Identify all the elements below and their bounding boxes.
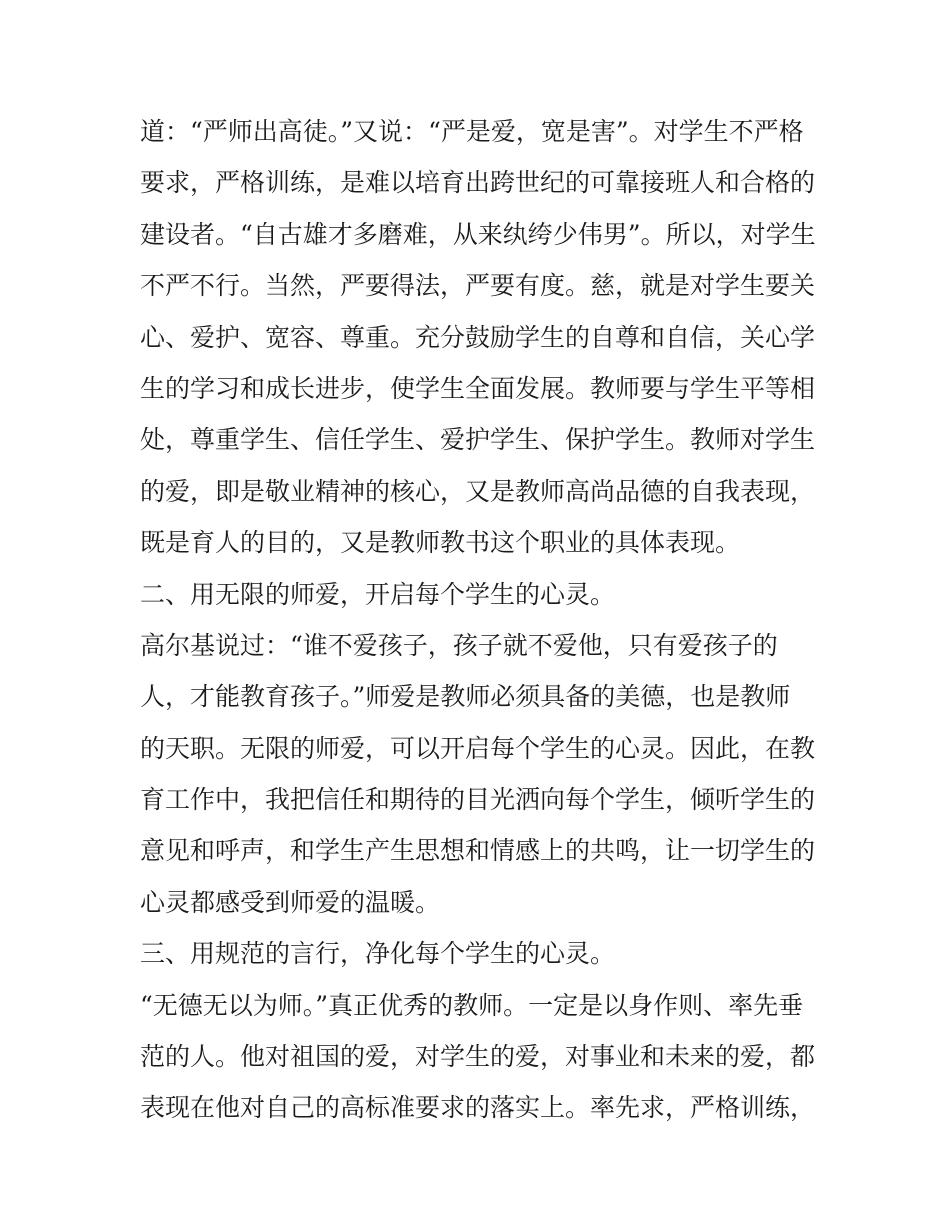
text-line-9: 既是育人的目的，又是教师教书这个职业的具体表现。	[140, 528, 741, 558]
text-line-7: 处，尊重学生、信任学生、爱护学生、保护学生。教师对学生	[140, 425, 816, 455]
text-line-14: 育工作中，我把信任和期待的目光洒向每个学生，倾听学生的	[140, 785, 816, 815]
text-line-16: 心灵都感受到师爱的温暖。	[140, 887, 441, 917]
text-line-3: 建设者。“自古雄才多磨难，从来纨绔少伟男”。所以，对学生	[140, 219, 816, 249]
text-line-13: 的天职。无限的师爱，可以开启每个学生的心灵。因此，在教	[140, 733, 816, 763]
text-line-12: 人，才能教育孩子。”师爱是教师必须具备的美德，也是教师	[140, 682, 791, 712]
section-heading-2: 二、用无限的师爱，开启每个学生的心灵。	[140, 579, 616, 609]
text-line-4: 不严不行。当然，严要得法，严要有度。慈，就是对学生要关	[140, 271, 816, 301]
text-line-8: 的爱，即是敬业精神的核心，又是教师高尚品德的自我表现，	[140, 476, 816, 506]
text-line-18: “无德无以为师。”真正优秀的教师。一定是以身作则、率先垂	[140, 990, 804, 1020]
section-heading-3: 三、用规范的言行，净化每个学生的心灵。	[140, 939, 616, 969]
text-line-6: 生的学习和成长进步，使学生全面发展。教师要与学生平等相	[140, 373, 816, 403]
text-line-2: 要求，严格训练，是难以培育出跨世纪的可靠接班人和合格的	[140, 168, 816, 198]
text-line-5: 心、爱护、宽容、尊重。充分鼓励学生的自尊和自信，关心学	[140, 322, 816, 352]
text-line-19: 范的人。他对祖国的爱，对学生的爱，对事业和未来的爱，都	[140, 1042, 816, 1072]
body-text	[140, 106, 820, 1134]
text-line-20: 表现在他对自己的高标准要求的落实上。率先求，严格训练，	[140, 1093, 816, 1123]
text-line-11: 高尔基说过：“谁不爱孩子，孩子就不爱他，只有爱孩子的	[140, 630, 778, 660]
text-line-15: 意见和呼声，和学生产生思想和情感上的共鸣，让一切学生的	[140, 836, 816, 866]
text-line-1: 道：“严师出高徒。”又说：“严是爱，宽是害”。对学生不严格	[140, 117, 804, 146]
